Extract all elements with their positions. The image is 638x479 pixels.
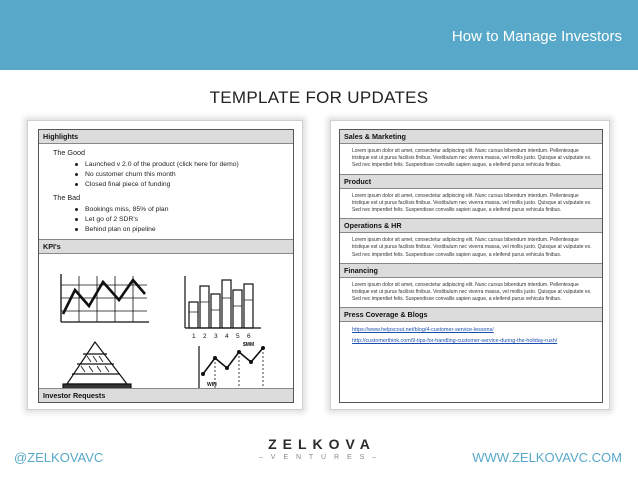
sketch-pyramid-icon — [63, 342, 131, 390]
left-template-page — [27, 120, 303, 410]
press-link[interactable]: http://customerthink.com/9-tips-for-handling-customer-service-during-the-holiday-rush/ — [352, 338, 558, 345]
presentation-title: How to Manage Investors — [451, 28, 622, 45]
logo-subtitle: – V E N T U R E S – — [258, 454, 380, 461]
section-heading-operations-hr: Operations & HR — [340, 218, 602, 233]
bad-item: Let go of 2 SDR's — [39, 215, 293, 225]
sketch-tick-label: 6 — [247, 332, 251, 340]
press-links — [340, 322, 602, 352]
right-template-frame — [339, 129, 603, 403]
section-text: Lorem ipsum dolor sit amet, consectetur adipiscing elit. Nunc cursus bibendum interdum. Pellentesque tristique est ut purus facilisis finibus. Vestibulum nec viverra massa, vel mollis justo. Quisque at vulputate ex. Sed nec imperdiet felis. Suspendisse convallis sapien augue, a eleifend purus vehicula finibus. — [352, 192, 592, 214]
investor-requests-heading: Investor Requests — [39, 388, 293, 402]
website-url: WWW.ZELKOVAVC.COM — [472, 450, 622, 465]
good-item: Closed final piece of funding — [39, 180, 293, 190]
good-list — [39, 160, 293, 189]
sketch-scatter-bottom-label: WIN — [207, 381, 217, 388]
sketch-tick-label: 1 — [192, 332, 196, 340]
left-template-frame — [38, 129, 294, 403]
the-bad-heading: The Bad — [53, 193, 81, 203]
bad-item: Behind plan on pipeline — [39, 225, 293, 235]
sketch-tick-label: 4 — [225, 332, 229, 340]
section-heading-sales-marketing: Sales & Marketing — [340, 130, 602, 144]
sketch-tick-label: 5 — [236, 332, 240, 340]
the-good-heading: The Good — [53, 148, 85, 157]
section-heading-press-coverage: Press Coverage & Blogs — [340, 307, 602, 322]
sketch-tick-label: 2 — [203, 332, 207, 340]
good-item: Launched v 2.0 of the product (click here for demo) — [39, 160, 293, 170]
logo-wordmark: ZELKOVA — [268, 436, 376, 452]
section-heading-product: Product — [340, 174, 602, 189]
good-item: No customer churn this month — [39, 170, 293, 180]
header-bar — [0, 0, 638, 70]
slide-heading: TEMPLATE FOR UPDATES — [209, 88, 429, 107]
bad-item: Bookings miss, 85% of plan — [39, 205, 293, 215]
section-text: Lorem ipsum dolor sit amet, consectetur adipiscing elit. Nunc cursus bibendum interdum. Pellentesque tristique est ut purus facilisis finibus. Vestibulum nec viverra massa, vel mollis justo. Quisque at vulputate ex. Sed nec imperdiet felis. Suspendisse convallis sapien augue, a eleifend purus vehicula finibus. — [352, 148, 592, 169]
section-text: Lorem ipsum dolor sit amet, consectetur adipiscing elit. Nunc cursus bibendum interdum. Pellentesque tristique est ut purus facilisis finibus. Vestibulum nec viverra massa, vel mollis justo. Quisque at vulputate ex. Sed nec imperdiet felis. Suspendisse convallis sapien augue, a eleifend purus vehicula finibus. — [352, 281, 592, 303]
sketch-tick-label: 3 — [214, 332, 218, 340]
press-link[interactable]: https://www.helpscout.net/blog/4-customer-service-lessons/ — [352, 327, 494, 334]
bad-list — [39, 205, 293, 234]
sketch-bar-chart-icon — [185, 276, 261, 328]
kpi-heading: KPI's — [39, 239, 293, 254]
section-text: Lorem ipsum dolor sit amet, consectetur adipiscing elit. Nunc cursus bibendum interdum. Pellentesque tristique est ut purus facilisis finibus. Vestibulum nec viverra massa, vel mollis justo. Quisque at vulputate ex. Sed nec imperdiet felis. Suspendisse convallis sapien augue, a eleifend purus vehicula finibus. — [352, 237, 592, 258]
right-template-page — [330, 120, 610, 410]
sketch-line-chart-icon — [61, 274, 149, 322]
sketch-scatter-top-label: $MM — [243, 341, 255, 348]
kpi-sketches — [39, 254, 293, 392]
kpi-sketch-drawings — [39, 254, 295, 394]
section-heading-financing: Financing — [340, 263, 602, 278]
highlights-heading: Highlights — [39, 130, 293, 144]
twitter-handle: @ZELKOVAVC — [14, 450, 104, 465]
